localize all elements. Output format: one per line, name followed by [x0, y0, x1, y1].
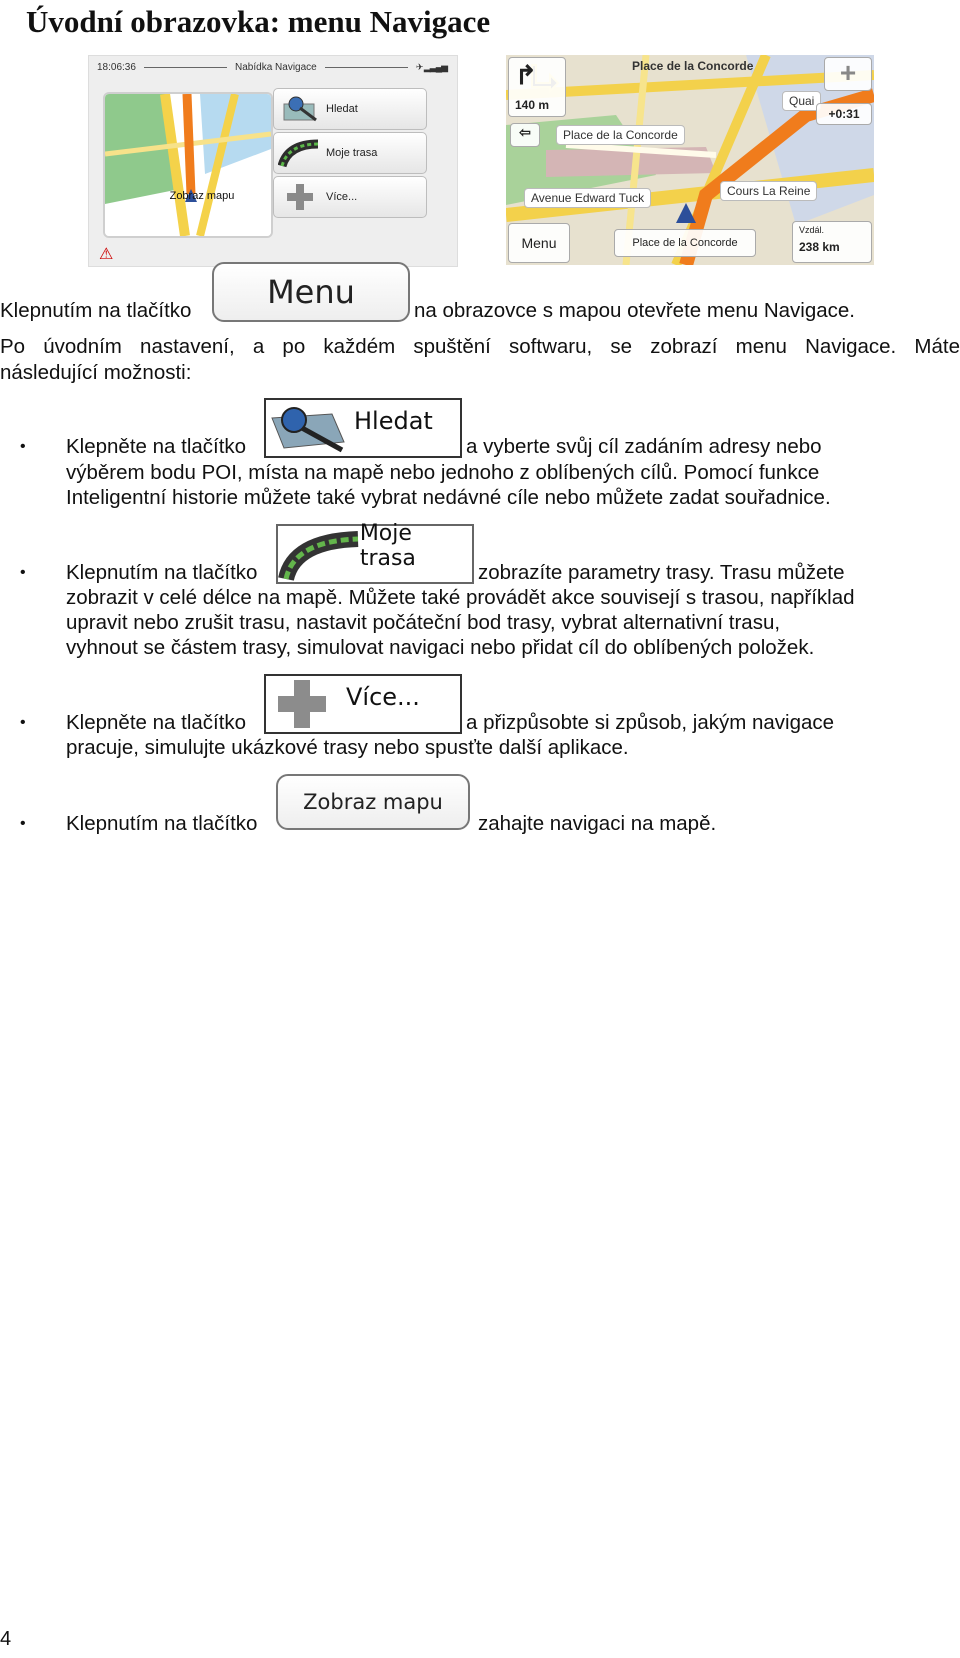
show-map-button[interactable]	[103, 92, 273, 238]
street-label-2: Avenue Edward Tuck	[524, 188, 651, 208]
magnifier-map-icon	[274, 92, 326, 126]
find-button[interactable]: Hledat	[273, 88, 427, 130]
bullet-1-text: Klepněte na tlačítko	[66, 435, 247, 458]
show-map-label: Zobraz mapu	[169, 190, 235, 202]
back-arrow-icon[interactable]: ⇦	[510, 123, 540, 147]
plus-icon	[274, 180, 326, 214]
menu-screenshot	[88, 55, 458, 267]
signal-icon: ✈ ▂▃▄▅	[415, 61, 447, 72]
more-button-large[interactable]: Více...	[264, 674, 462, 734]
street-label-3: Cours La Reine	[720, 181, 817, 201]
street-label-1: Place de la Concorde	[556, 125, 685, 145]
bottom-street: Place de la Concorde	[614, 229, 756, 257]
status-bar	[89, 56, 457, 78]
bullet: •	[20, 438, 26, 455]
turn-distance: 140 m	[515, 98, 550, 112]
warning-icon: ⚠	[99, 246, 114, 263]
page-number: 4	[0, 1628, 12, 1650]
plus-icon	[266, 678, 338, 730]
route-icon	[278, 527, 360, 581]
turn-panel	[508, 57, 566, 117]
eta-delta: +0:31	[816, 103, 872, 125]
find-button-large[interactable]: Hledat	[264, 398, 462, 458]
remaining-distance-panel[interactable]: Vzdál. 238 km	[792, 221, 872, 263]
intro-text-before: Klepnutím na tlačítko	[0, 299, 192, 322]
show-map-button-large[interactable]: Zobraz mapu	[276, 774, 470, 830]
menu-button-map[interactable]: Menu	[508, 223, 570, 263]
route-icon	[274, 136, 326, 170]
menu-header: Nabídka Navigace	[235, 61, 317, 73]
map-preview	[105, 94, 271, 236]
bullet-4-text: Klepnutím na tlačítko	[66, 812, 258, 835]
bullet-3-text: Klepněte na tlačítko	[66, 711, 247, 734]
turn-arrow-icon: ↱	[515, 60, 537, 90]
route-button-large[interactable]: Moje trasa	[276, 524, 474, 584]
page-title: Úvodní obrazovka: menu Navigace	[26, 4, 491, 39]
intro-text-after: na obrazovce s mapou otevřete menu Navigace.	[414, 299, 856, 322]
clock: 18:06:36	[97, 61, 136, 73]
bullet: •	[20, 564, 26, 581]
menu-button[interactable]: Menu	[212, 262, 410, 322]
more-button[interactable]: Více...	[273, 176, 427, 218]
intro-paragraph-line2: následující možnosti:	[0, 361, 192, 384]
street-label-quai: Quai	[782, 91, 821, 111]
current-street: Place de la Concorde	[632, 59, 754, 73]
intro-paragraph-line1: Po úvodním nastavení, a po každém spuštění softwaru, se zobrazí menu Navigace. Máte	[0, 335, 960, 358]
bullet: •	[20, 815, 26, 832]
magnifier-map-icon	[266, 402, 356, 454]
map-screenshot	[506, 55, 874, 265]
zoom-in-button[interactable]: +	[824, 57, 872, 91]
bullet: •	[20, 714, 26, 731]
bullet-2-text: Klepnutím na tlačítko	[66, 561, 258, 584]
route-button[interactable]: Moje trasa	[273, 132, 427, 174]
